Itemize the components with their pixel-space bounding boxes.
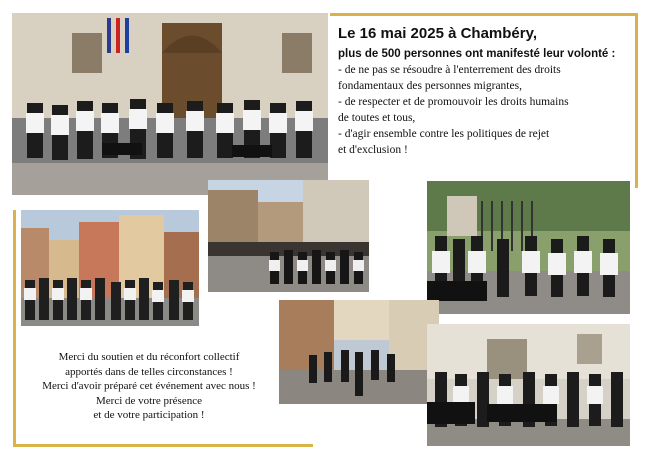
thanks-message [22,350,276,423]
photo-city-hall-gathering [12,13,328,195]
statement-line: et d'exclusion ! [338,144,408,156]
gold-frame-bottom [13,444,313,447]
statement-line: - de ne pas se résoudre à l'enterrement des droits [338,64,561,76]
thanks-line: Merci de votre présence [96,394,202,407]
statement-line: - de respecter et de promouvoir les droits humains [338,96,569,108]
statement-line: fondamentaux des personnes migrantes, [338,80,522,92]
statement-line: - d'agir ensemble contre les politiques de rejet [338,128,550,140]
gold-frame-left [13,210,16,446]
photo-street-group [21,210,199,326]
photo-street-procession [279,300,439,404]
gold-frame-top [330,13,638,16]
event-title: Le 16 mai 2025 à Chambéry, [338,25,537,42]
thanks-line: et de votre participation ! [93,409,205,421]
thanks-line: Merci d'avoir préparé cet événement avec nous ! [42,380,256,392]
event-subtitle: plus de 500 personnes ont manifesté leur volonté : [338,48,616,60]
event-statement [338,24,638,158]
thanks-line: Merci du soutien et du réconfort collectif [58,351,240,363]
photo-gate-gathering [427,181,630,314]
thanks-line: apportés dans de telles circonstances ! [65,365,233,378]
statement-line: de toutes et tous, [338,112,416,124]
photo-building-tables [427,324,630,446]
photo-crowd-square [208,180,369,292]
